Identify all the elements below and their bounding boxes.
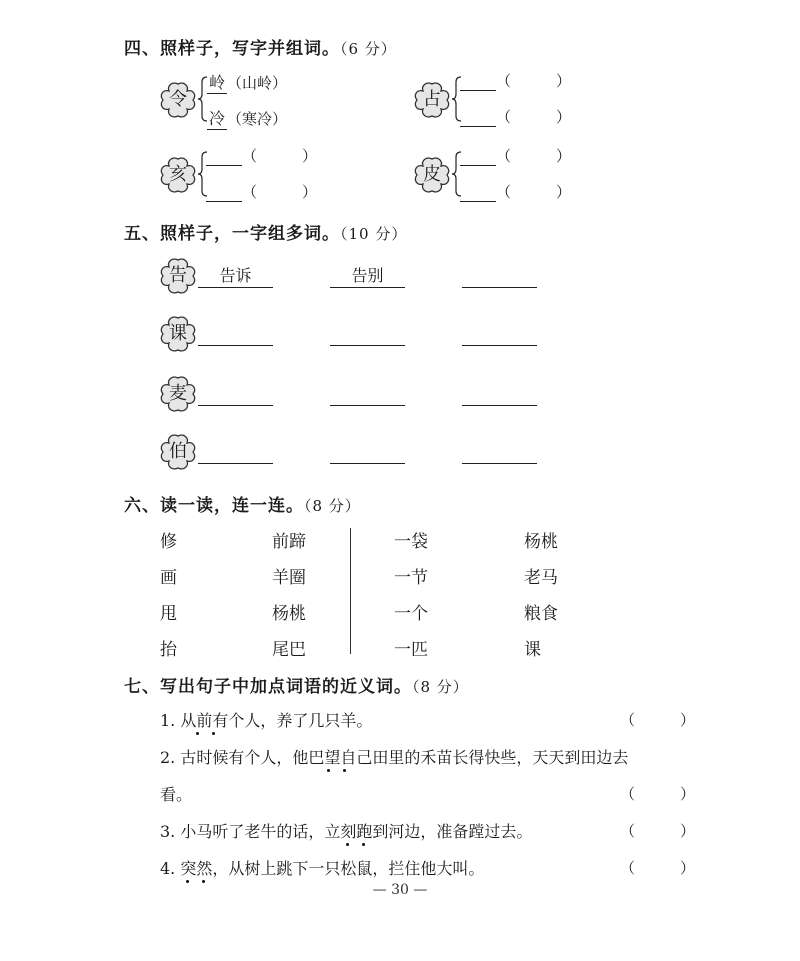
answer-paren[interactable]: （ ）: [242, 147, 318, 165]
section-4-points: （6 分）: [340, 40, 397, 58]
flower-char-box: [158, 374, 198, 414]
word-line: [206, 145, 317, 166]
answer-paren[interactable]: （ ）: [620, 822, 696, 840]
match-item[interactable]: 抬: [160, 640, 177, 660]
answer-paren[interactable]: （ ）: [620, 859, 696, 877]
match-item[interactable]: 前蹄: [272, 532, 306, 552]
word-blank[interactable]: [198, 441, 273, 464]
word-blank[interactable]: 告别: [330, 265, 405, 288]
section-5-title: 五、照样子，一字组多词。: [124, 224, 340, 244]
match-item[interactable]: 尾巴: [272, 640, 306, 660]
written-char: 岭: [207, 70, 227, 94]
base-character: 告: [169, 265, 187, 286]
word-blank[interactable]: [330, 323, 405, 346]
emphasis-dot: [362, 843, 365, 846]
word-line: [460, 106, 571, 127]
flower-char-box: [158, 432, 198, 472]
example-word: （寒冷）: [227, 110, 288, 128]
answer-paren[interactable]: （ ）: [620, 711, 696, 729]
word-blank[interactable]: [462, 383, 537, 406]
base-character: 令: [169, 89, 187, 110]
word-blank[interactable]: [462, 323, 537, 346]
match-item[interactable]: 课: [524, 640, 541, 660]
match-item[interactable]: 一节: [394, 568, 428, 588]
section-4-heading: [124, 34, 397, 59]
base-character: 课: [169, 323, 187, 344]
sentence: 3. 小马听了老牛的话，立刻跑到河边，准备蹚过去。: [160, 822, 533, 841]
sentence: 1. 从前有个人，养了几只羊。: [160, 711, 373, 730]
section-5-heading: [124, 219, 407, 244]
match-item[interactable]: 修: [160, 532, 177, 552]
emphasis-dot: [196, 732, 199, 735]
base-character: 亥: [169, 164, 187, 185]
base-character: 占: [423, 89, 441, 110]
word-line: [206, 181, 317, 202]
flower-char-box: [412, 155, 452, 195]
answer-blank[interactable]: [206, 147, 242, 166]
sentence: 看。: [160, 785, 193, 804]
emphasis-dot: [327, 769, 330, 772]
section-7-points: （8 分）: [412, 678, 469, 696]
match-item[interactable]: 杨桃: [524, 532, 558, 552]
word-line: [460, 145, 571, 166]
section-5-points: （10 分）: [340, 225, 408, 243]
match-item[interactable]: 一袋: [394, 532, 428, 552]
flower-char-box: [158, 314, 198, 354]
word-blank[interactable]: [330, 383, 405, 406]
flower-char-box: [412, 80, 452, 120]
base-character: 皮: [423, 164, 441, 185]
match-item[interactable]: 杨桃: [272, 604, 306, 624]
emphasis-dot: [212, 732, 215, 735]
match-item[interactable]: 粮食: [524, 604, 558, 624]
answer-blank[interactable]: [460, 108, 496, 127]
word-line: [207, 106, 287, 130]
emphasis-dot: [346, 843, 349, 846]
match-item[interactable]: 一个: [394, 604, 428, 624]
flower-char-box: [158, 155, 198, 195]
word-line: [207, 70, 287, 94]
column-divider: [350, 528, 351, 654]
word-line: [460, 70, 571, 91]
answer-blank[interactable]: [206, 183, 242, 202]
match-item[interactable]: 画: [160, 568, 177, 588]
section-6-title: 六、读一读，连一连。: [124, 496, 304, 516]
example-word: （山岭）: [227, 74, 288, 92]
word-blank[interactable]: 告诉: [198, 265, 273, 288]
match-item[interactable]: 一匹: [394, 640, 428, 660]
sentence: 2. 古时候有个人，他巴望自己田里的禾苗长得快些，天天到田边去: [160, 748, 629, 767]
word-blank[interactable]: [462, 441, 537, 464]
section-7-title: 七、写出句子中加点词语的近义词。: [124, 677, 412, 697]
section-6-points: （8 分）: [304, 497, 361, 515]
answer-paren[interactable]: （ ）: [496, 183, 572, 201]
match-item[interactable]: 羊圈: [272, 568, 306, 588]
word-blank[interactable]: [198, 383, 273, 406]
flower-char-box: [158, 80, 198, 120]
answer-blank[interactable]: [460, 72, 496, 91]
answer-paren[interactable]: （ ）: [496, 147, 572, 165]
flower-char-box: [158, 256, 198, 296]
page-number: — 30 —: [372, 882, 428, 898]
section-7-heading: [124, 672, 469, 697]
answer-paren[interactable]: （ ）: [242, 183, 318, 201]
word-blank[interactable]: [462, 265, 537, 288]
word-line: [460, 181, 571, 202]
sentence: 4. 突然，从树上跳下一只松鼠，拦住他大叫。: [160, 859, 485, 878]
answer-paren[interactable]: （ ）: [496, 72, 572, 90]
emphasis-dot: [343, 769, 346, 772]
answer-paren[interactable]: （ ）: [496, 108, 572, 126]
word-blank[interactable]: [198, 323, 273, 346]
word-blank[interactable]: [330, 441, 405, 464]
section-4-title: 四、照样子，写字并组词。: [124, 39, 340, 59]
base-character: 伯: [169, 441, 187, 462]
section-6-heading: [124, 491, 361, 516]
match-item[interactable]: 老马: [524, 568, 558, 588]
written-char: 冷: [207, 106, 227, 130]
match-item[interactable]: 甩: [160, 604, 177, 624]
answer-blank[interactable]: [460, 147, 496, 166]
answer-paren[interactable]: （ ）: [620, 785, 696, 803]
base-character: 麦: [169, 383, 187, 404]
answer-blank[interactable]: [460, 183, 496, 202]
